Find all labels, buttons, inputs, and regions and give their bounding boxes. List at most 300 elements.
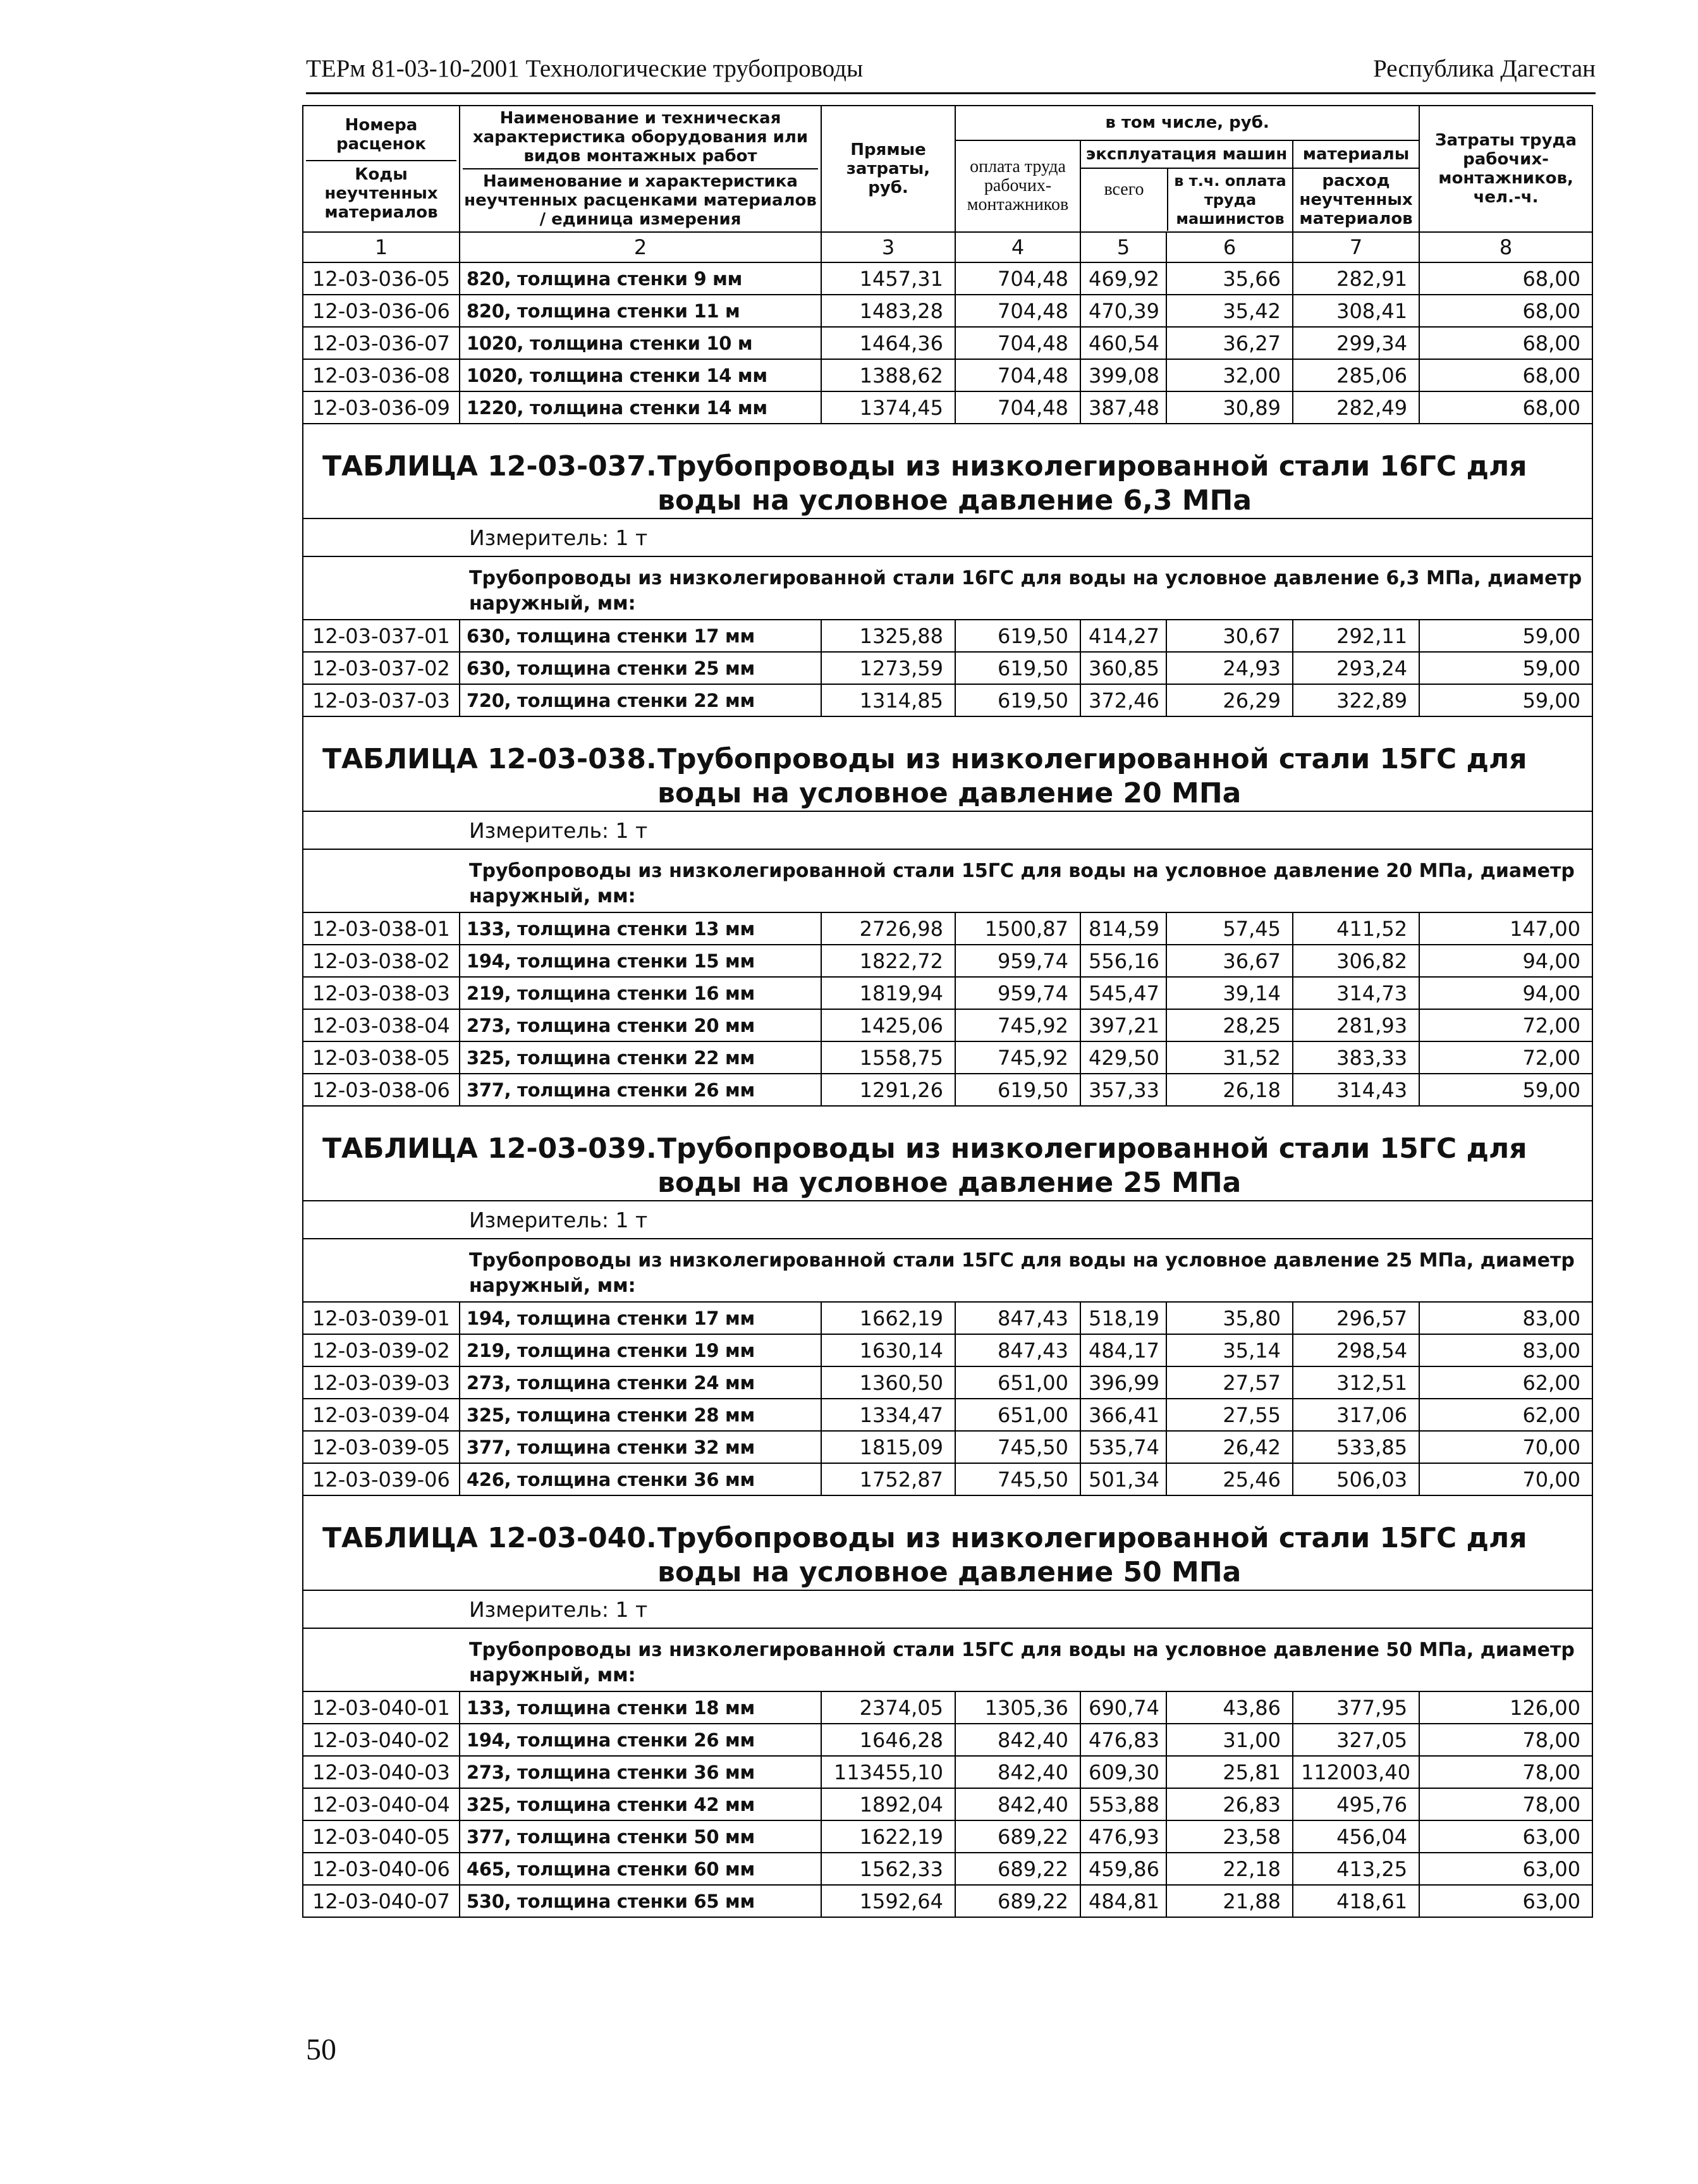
rate-value: 619,50	[955, 652, 1080, 684]
rate-value: 62,00	[1419, 1366, 1592, 1399]
rate-value: 27,55	[1166, 1399, 1293, 1431]
rate-value: 399,08	[1080, 359, 1166, 391]
rate-value: 285,06	[1293, 359, 1419, 391]
rate-value: 609,30	[1080, 1756, 1166, 1788]
group-heading: Трубопроводы из низколегированной стали 16ГС для воды на условное давление 6,3 МПа, диаметр наружный, мм:	[303, 556, 1592, 620]
rate-code: 12-03-040-07	[303, 1885, 460, 1917]
rate-value: 26,83	[1166, 1788, 1293, 1820]
rate-value: 72,00	[1419, 1009, 1592, 1041]
rate-value: 27,57	[1166, 1366, 1293, 1399]
rate-name: 133, толщина стенки 18 мм	[460, 1691, 821, 1724]
table-row	[303, 1302, 1592, 1334]
group-heading-row	[303, 556, 1592, 620]
rate-value: 533,85	[1293, 1431, 1419, 1463]
col-header-incl: в том числе, руб.	[955, 106, 1419, 140]
rate-value: 651,00	[955, 1399, 1080, 1431]
group-heading-row	[303, 1628, 1592, 1691]
rate-value: 322,89	[1293, 684, 1419, 716]
rate-value: 814,59	[1080, 912, 1166, 945]
measure-unit: Измеритель: 1 т	[303, 1590, 1592, 1628]
rate-value: 1815,09	[821, 1431, 955, 1463]
table-title-text: Трубопроводы из низколегированной стали 15ГС для воды на условное давление 20 МПа	[657, 743, 1527, 809]
col6-label: в т.ч. оплата труда машинистов	[1174, 172, 1286, 228]
rate-name: 219, толщина стенки 16 мм	[460, 977, 821, 1009]
rate-name: 273, толщина стенки 24 мм	[460, 1366, 821, 1399]
rate-value: 68,00	[1419, 391, 1592, 424]
rate-code: 12-03-039-05	[303, 1431, 460, 1463]
rate-value: 1374,45	[821, 391, 955, 424]
column-number: 6	[1166, 232, 1293, 262]
column-number: 3	[821, 232, 955, 262]
rate-value: 78,00	[1419, 1724, 1592, 1756]
rate-value: 312,51	[1293, 1366, 1419, 1399]
rate-value: 59,00	[1419, 684, 1592, 716]
page-header	[306, 54, 1596, 92]
table-title	[303, 424, 1592, 518]
table-row	[303, 1788, 1592, 1820]
rate-value: 411,52	[1293, 912, 1419, 945]
table-row	[303, 652, 1592, 684]
rate-value: 360,85	[1080, 652, 1166, 684]
rate-value: 1822,72	[821, 945, 955, 977]
col2-bottom-label: Наименование и характеристика неучтенных расценками материалов / единица измерения	[464, 172, 817, 229]
col4-label: оплата труда рабочих-монтажников	[967, 157, 1069, 215]
rate-value: 1892,04	[821, 1788, 955, 1820]
col-header-machines	[1080, 140, 1293, 232]
rate-value: 484,17	[1080, 1334, 1166, 1366]
table-title-row	[303, 1495, 1592, 1590]
table-row	[303, 945, 1592, 977]
rate-name: 325, толщина стенки 22 мм	[460, 1041, 821, 1074]
page-number: 50	[306, 2033, 336, 2066]
rate-value: 113455,10	[821, 1756, 955, 1788]
rate-value: 36,27	[1166, 327, 1293, 359]
group-heading: Трубопроводы из низколегированной стали 15ГС для воды на условное давление 20 МПа, диаметр наружный, мм:	[303, 849, 1592, 912]
rate-name: 194, толщина стенки 26 мм	[460, 1724, 821, 1756]
rate-value: 1819,94	[821, 977, 955, 1009]
rate-value: 429,50	[1080, 1041, 1166, 1074]
table-row	[303, 1756, 1592, 1788]
col2-top-label: Наименование и техническая характеристика оборудования или видов монтажных работ	[463, 109, 818, 169]
rate-value: 282,49	[1293, 391, 1419, 424]
rate-value: 1662,19	[821, 1302, 955, 1334]
table-title-text: Трубопроводы из низколегированной стали 15ГС для воды на условное давление 25 МПа	[657, 1132, 1527, 1199]
rate-name: 377, толщина стенки 32 мм	[460, 1431, 821, 1463]
rate-value: 377,95	[1293, 1691, 1419, 1724]
rate-value: 23,58	[1166, 1820, 1293, 1853]
rate-value: 959,74	[955, 977, 1080, 1009]
rate-value: 57,45	[1166, 912, 1293, 945]
rate-value: 35,14	[1166, 1334, 1293, 1366]
rate-value: 689,22	[955, 1885, 1080, 1917]
table-row	[303, 359, 1592, 391]
rate-value: 126,00	[1419, 1691, 1592, 1724]
rate-name: 1220, толщина стенки 14 мм	[460, 391, 821, 424]
rate-name: 133, толщина стенки 13 мм	[460, 912, 821, 945]
rate-name: 720, толщина стенки 22 мм	[460, 684, 821, 716]
table-row	[303, 1334, 1592, 1366]
measure-unit-row	[303, 1201, 1592, 1239]
rate-value: 1646,28	[821, 1724, 955, 1756]
rates-table	[302, 105, 1593, 1918]
rate-code: 12-03-040-06	[303, 1853, 460, 1885]
rate-value: 1425,06	[821, 1009, 955, 1041]
rate-name: 194, толщина стенки 15 мм	[460, 945, 821, 977]
table-row	[303, 327, 1592, 359]
rate-value: 545,47	[1080, 977, 1166, 1009]
table-row	[303, 1431, 1592, 1463]
rate-value: 83,00	[1419, 1334, 1592, 1366]
rate-value: 1752,87	[821, 1463, 955, 1495]
rate-name: 465, толщина стенки 60 мм	[460, 1853, 821, 1885]
rate-name: 630, толщина стенки 17 мм	[460, 620, 821, 652]
rate-code: 12-03-038-06	[303, 1074, 460, 1106]
header-row-1	[303, 106, 1592, 140]
group-heading: Трубопроводы из низколегированной стали 15ГС для воды на условное давление 50 МПа, диаметр наружный, мм:	[303, 1628, 1592, 1691]
rate-value: 36,67	[1166, 945, 1293, 977]
table-title-row	[303, 716, 1592, 811]
rate-value: 501,34	[1080, 1463, 1166, 1495]
rate-code: 12-03-037-03	[303, 684, 460, 716]
rate-value: 62,00	[1419, 1399, 1592, 1431]
rate-value: 689,22	[955, 1820, 1080, 1853]
rate-value: 68,00	[1419, 295, 1592, 327]
rate-value: 476,83	[1080, 1724, 1166, 1756]
rate-value: 59,00	[1419, 652, 1592, 684]
region-name: Республика Дагестан	[1373, 55, 1596, 82]
rate-value: 1483,28	[821, 295, 955, 327]
rate-value: 1360,50	[821, 1366, 955, 1399]
rate-value: 78,00	[1419, 1788, 1592, 1820]
rate-code: 12-03-039-02	[303, 1334, 460, 1366]
col-header-name	[460, 106, 821, 232]
rate-name: 426, толщина стенки 36 мм	[460, 1463, 821, 1495]
table-row	[303, 295, 1592, 327]
rate-name: 273, толщина стенки 20 мм	[460, 1009, 821, 1041]
rate-value: 357,33	[1080, 1074, 1166, 1106]
rate-name: 325, толщина стенки 42 мм	[460, 1788, 821, 1820]
rate-name: 820, толщина стенки 11 м	[460, 295, 821, 327]
table-title-row	[303, 1106, 1592, 1201]
rate-name: 630, толщина стенки 25 мм	[460, 652, 821, 684]
rate-value: 94,00	[1419, 945, 1592, 977]
materials-label: материалы	[1293, 141, 1419, 169]
rate-value: 28,25	[1166, 1009, 1293, 1041]
rate-value: 1314,85	[821, 684, 955, 716]
rate-value: 506,03	[1293, 1463, 1419, 1495]
table-row	[303, 1691, 1592, 1724]
rate-value: 745,92	[955, 1009, 1080, 1041]
rate-value: 1464,36	[821, 327, 955, 359]
rate-value: 704,48	[955, 295, 1080, 327]
table-row	[303, 1853, 1592, 1885]
rate-value: 293,24	[1293, 652, 1419, 684]
table-title	[303, 1495, 1592, 1590]
table-row	[303, 262, 1592, 295]
rate-value: 22,18	[1166, 1853, 1293, 1885]
rate-name: 194, толщина стенки 17 мм	[460, 1302, 821, 1334]
rate-code: 12-03-038-05	[303, 1041, 460, 1074]
rate-code: 12-03-036-06	[303, 295, 460, 327]
rate-code: 12-03-040-05	[303, 1820, 460, 1853]
rate-value: 745,92	[955, 1041, 1080, 1074]
rate-value: 619,50	[955, 620, 1080, 652]
table-row	[303, 1041, 1592, 1074]
table-title-text: Трубопроводы из низколегированной стали 16ГС для воды на условное давление 6,3 МПа	[657, 450, 1527, 517]
column-number: 7	[1293, 232, 1419, 262]
rate-code: 12-03-037-01	[303, 620, 460, 652]
rate-value: 308,41	[1293, 295, 1419, 327]
rate-value: 314,43	[1293, 1074, 1419, 1106]
rate-value: 31,00	[1166, 1724, 1293, 1756]
rate-value: 63,00	[1419, 1820, 1592, 1853]
column-number: 2	[460, 232, 821, 262]
rate-code: 12-03-040-04	[303, 1788, 460, 1820]
machines-label: эксплуатация машин	[1081, 141, 1292, 169]
rate-value: 72,00	[1419, 1041, 1592, 1074]
rate-value: 690,74	[1080, 1691, 1166, 1724]
table-row	[303, 1463, 1592, 1495]
header-rule	[306, 92, 1596, 94]
col-header-codes	[303, 106, 460, 232]
rate-value: 842,40	[955, 1788, 1080, 1820]
rate-code: 12-03-040-03	[303, 1756, 460, 1788]
rate-value: 1622,19	[821, 1820, 955, 1853]
rate-code: 12-03-036-05	[303, 262, 460, 295]
table-row	[303, 1885, 1592, 1917]
rate-value: 26,29	[1166, 684, 1293, 716]
table-row	[303, 977, 1592, 1009]
measure-unit-row	[303, 518, 1592, 556]
rate-value: 292,11	[1293, 620, 1419, 652]
rate-value: 556,16	[1080, 945, 1166, 977]
column-numbers-row	[303, 232, 1592, 262]
rate-value: 24,93	[1166, 652, 1293, 684]
column-number: 4	[955, 232, 1080, 262]
col-header-materials	[1293, 140, 1419, 232]
table-title-text: Трубопроводы из низколегированной стали 15ГС для воды на условное давление 50 МПа	[657, 1522, 1527, 1588]
rate-value: 518,19	[1080, 1302, 1166, 1334]
rate-code: 12-03-037-02	[303, 652, 460, 684]
rate-value: 68,00	[1419, 262, 1592, 295]
rate-value: 745,50	[955, 1431, 1080, 1463]
rate-value: 299,34	[1293, 327, 1419, 359]
column-number: 1	[303, 232, 460, 262]
rate-value: 298,54	[1293, 1334, 1419, 1366]
rate-value: 704,48	[955, 327, 1080, 359]
rate-value: 59,00	[1419, 1074, 1592, 1106]
rate-name: 219, толщина стенки 19 мм	[460, 1334, 821, 1366]
measure-unit: Измеритель: 1 т	[303, 1201, 1592, 1239]
rate-value: 619,50	[955, 684, 1080, 716]
rate-code: 12-03-038-02	[303, 945, 460, 977]
rate-value: 1562,33	[821, 1853, 955, 1885]
rate-value: 842,40	[955, 1724, 1080, 1756]
rate-value: 745,50	[955, 1463, 1080, 1495]
rate-value: 1325,88	[821, 620, 955, 652]
rate-name: 530, толщина стенки 65 мм	[460, 1885, 821, 1917]
measure-unit: Измеритель: 1 т	[303, 811, 1592, 849]
rate-value: 83,00	[1419, 1302, 1592, 1334]
rate-value: 459,86	[1080, 1853, 1166, 1885]
group-heading-row	[303, 849, 1592, 912]
table-row	[303, 1009, 1592, 1041]
table-title-row	[303, 424, 1592, 518]
rate-value: 495,76	[1293, 1788, 1419, 1820]
rate-value: 387,48	[1080, 391, 1166, 424]
rate-value: 413,25	[1293, 1853, 1419, 1885]
table-row	[303, 391, 1592, 424]
rate-value: 63,00	[1419, 1853, 1592, 1885]
rate-value: 1388,62	[821, 359, 955, 391]
rate-value: 70,00	[1419, 1463, 1592, 1495]
rate-value: 372,46	[1080, 684, 1166, 716]
rate-value: 1558,75	[821, 1041, 955, 1074]
rate-value: 1500,87	[955, 912, 1080, 945]
col-header-wages	[955, 140, 1080, 232]
table-row	[303, 1366, 1592, 1399]
group-heading: Трубопроводы из низколегированной стали 15ГС для воды на условное давление 25 МПа, диаметр наружный, мм:	[303, 1239, 1592, 1302]
rate-code: 12-03-038-04	[303, 1009, 460, 1041]
rate-value: 418,61	[1293, 1885, 1419, 1917]
rate-value: 366,41	[1080, 1399, 1166, 1431]
rate-value: 704,48	[955, 391, 1080, 424]
rate-value: 43,86	[1166, 1691, 1293, 1724]
rate-value: 112003,40	[1293, 1756, 1419, 1788]
rate-value: 21,88	[1166, 1885, 1293, 1917]
rate-value: 32,00	[1166, 359, 1293, 391]
rate-value: 78,00	[1419, 1756, 1592, 1788]
rate-code: 12-03-040-01	[303, 1691, 460, 1724]
rate-value: 296,57	[1293, 1302, 1419, 1334]
rate-value: 704,48	[955, 262, 1080, 295]
rate-value: 651,00	[955, 1366, 1080, 1399]
table-label: ТАБЛИЦА 12-03-040.	[322, 1522, 657, 1554]
rate-value: 30,67	[1166, 620, 1293, 652]
table-label: ТАБЛИЦА 12-03-037.	[322, 450, 657, 482]
rate-code: 12-03-036-08	[303, 359, 460, 391]
column-number: 5	[1080, 232, 1166, 262]
rate-name: 377, толщина стенки 50 мм	[460, 1820, 821, 1853]
rate-value: 59,00	[1419, 620, 1592, 652]
rate-value: 2374,05	[821, 1691, 955, 1724]
rate-name: 820, толщина стенки 9 мм	[460, 262, 821, 295]
document-title: ТЕРм 81-03-10-2001 Технологические трубопроводы	[306, 55, 864, 82]
table-row	[303, 1399, 1592, 1431]
rate-value: 26,42	[1166, 1431, 1293, 1463]
table-body	[303, 106, 1592, 1917]
rate-value: 1291,26	[821, 1074, 955, 1106]
rate-value: 619,50	[955, 1074, 1080, 1106]
rate-value: 94,00	[1419, 977, 1592, 1009]
table-row	[303, 1074, 1592, 1106]
rate-value: 35,42	[1166, 295, 1293, 327]
rate-value: 847,43	[955, 1334, 1080, 1366]
col1-bottom-label: Коды неучтенных материалов	[324, 165, 438, 222]
group-heading-row	[303, 1239, 1592, 1302]
rate-value: 2726,98	[821, 912, 955, 945]
rate-code: 12-03-038-03	[303, 977, 460, 1009]
rate-value: 31,52	[1166, 1041, 1293, 1074]
rate-value: 35,80	[1166, 1302, 1293, 1334]
table-row	[303, 912, 1592, 945]
rate-code: 12-03-039-04	[303, 1399, 460, 1431]
measure-unit-row	[303, 811, 1592, 849]
rate-value: 535,74	[1080, 1431, 1166, 1463]
table-row	[303, 620, 1592, 652]
rate-value: 70,00	[1419, 1431, 1592, 1463]
column-number: 8	[1419, 232, 1592, 262]
rate-value: 689,22	[955, 1853, 1080, 1885]
col7-label: расход неучтенных материалов	[1299, 171, 1413, 229]
table-row	[303, 1724, 1592, 1756]
rate-value: 68,00	[1419, 359, 1592, 391]
rate-code: 12-03-038-01	[303, 912, 460, 945]
col-header-direct-costs: Прямые затраты, руб.	[821, 106, 955, 232]
col-header-labor: Затраты труда рабочих-монтажников, чел.-ч.	[1419, 106, 1592, 232]
rate-value: 327,05	[1293, 1724, 1419, 1756]
measure-unit: Измеритель: 1 т	[303, 518, 1592, 556]
col5-label: всего	[1081, 169, 1168, 231]
table-title	[303, 1106, 1592, 1201]
table-row	[303, 1820, 1592, 1853]
rate-value: 1592,64	[821, 1885, 955, 1917]
rate-value: 68,00	[1419, 327, 1592, 359]
measure-unit-row	[303, 1590, 1592, 1628]
rate-value: 396,99	[1080, 1366, 1166, 1399]
rate-name: 325, толщина стенки 28 мм	[460, 1399, 821, 1431]
table-title	[303, 716, 1592, 811]
rate-value: 383,33	[1293, 1041, 1419, 1074]
rate-value: 959,74	[955, 945, 1080, 977]
rate-value: 470,39	[1080, 295, 1166, 327]
rate-value: 1305,36	[955, 1691, 1080, 1724]
rate-value: 414,27	[1080, 620, 1166, 652]
rate-value: 704,48	[955, 359, 1080, 391]
rate-value: 469,92	[1080, 262, 1166, 295]
rate-value: 397,21	[1080, 1009, 1166, 1041]
rate-value: 39,14	[1166, 977, 1293, 1009]
rate-value: 1334,47	[821, 1399, 955, 1431]
table-row	[303, 684, 1592, 716]
table-label: ТАБЛИЦА 12-03-039.	[322, 1132, 657, 1165]
rate-code: 12-03-036-09	[303, 391, 460, 424]
rate-value: 1457,31	[821, 262, 955, 295]
rate-code: 12-03-039-01	[303, 1302, 460, 1334]
rate-value: 147,00	[1419, 912, 1592, 945]
rate-name: 377, толщина стенки 26 мм	[460, 1074, 821, 1106]
rate-name: 1020, толщина стенки 10 м	[460, 327, 821, 359]
rate-code: 12-03-036-07	[303, 327, 460, 359]
rate-value: 456,04	[1293, 1820, 1419, 1853]
table-label: ТАБЛИЦА 12-03-038.	[322, 743, 657, 775]
rate-value: 282,91	[1293, 262, 1419, 295]
rate-value: 314,73	[1293, 977, 1419, 1009]
rate-value: 25,46	[1166, 1463, 1293, 1495]
rate-value: 26,18	[1166, 1074, 1293, 1106]
rate-value: 306,82	[1293, 945, 1419, 977]
rate-code: 12-03-039-03	[303, 1366, 460, 1399]
rate-value: 553,88	[1080, 1788, 1166, 1820]
rate-code: 12-03-039-06	[303, 1463, 460, 1495]
rate-value: 25,81	[1166, 1756, 1293, 1788]
rate-value: 842,40	[955, 1756, 1080, 1788]
rate-code: 12-03-040-02	[303, 1724, 460, 1756]
rate-name: 1020, толщина стенки 14 мм	[460, 359, 821, 391]
rate-value: 281,93	[1293, 1009, 1419, 1041]
rate-value: 484,81	[1080, 1885, 1166, 1917]
rate-value: 476,93	[1080, 1820, 1166, 1853]
